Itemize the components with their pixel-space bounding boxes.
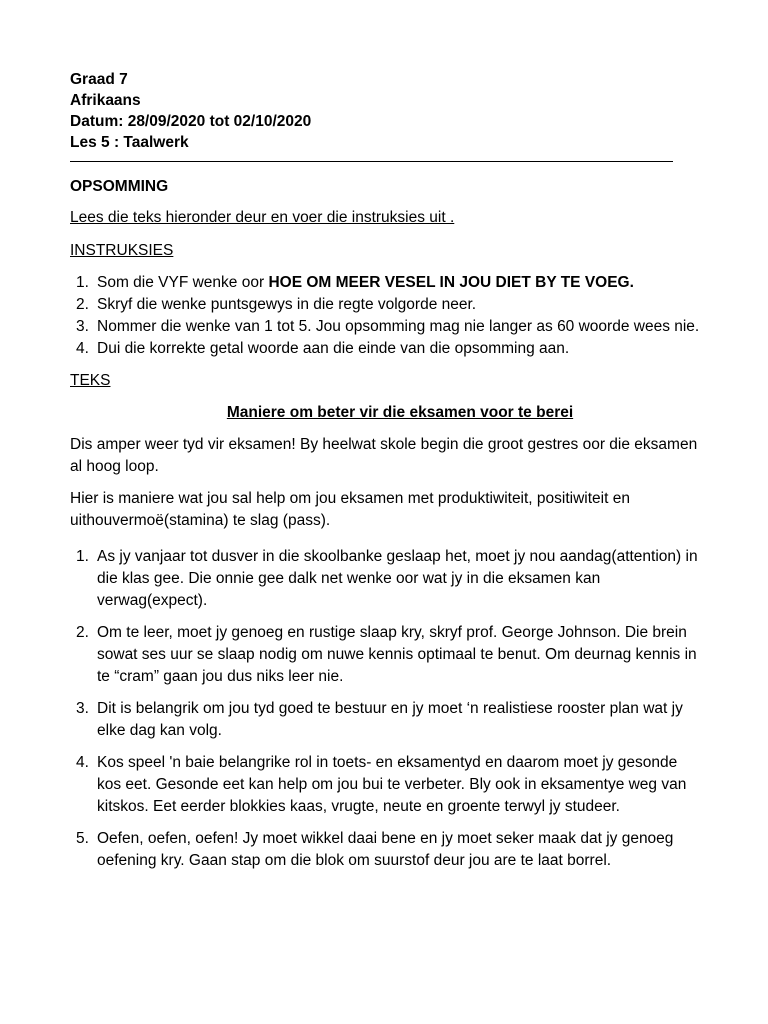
instruction-item bbox=[70, 316, 700, 338]
instruction-number: 3. bbox=[76, 318, 89, 335]
lesson-label: Les 5 : Taalwerk bbox=[70, 134, 189, 151]
tips-list bbox=[70, 546, 700, 872]
tip-text: Kos speel 'n baie belangrike rol in toets- en eksamentyd en daarom moet jy gesonde kos eet. Gesonde eet kan help om jou bui te verbeter. Bly ook in eksamentye weg van kitskos. Eet eerder blokkies kaas, vrugte, neute en groente terwyl jy studeer. bbox=[97, 754, 687, 815]
grade-label: Graad 7 bbox=[70, 71, 128, 88]
intro-paragraph: Dis amper weer tyd vir eksamen! By heelwat skole begin die groot gestres oor die eksamen al hoog loop. bbox=[70, 436, 698, 475]
intro-paragraph: Hier is maniere wat jou sal help om jou eksamen met produktiwiteit, positiwiteit en uithouvermoë(stamina) te slag (pass). bbox=[70, 490, 630, 529]
tip-item bbox=[70, 698, 700, 742]
horizontal-divider bbox=[70, 161, 673, 162]
tip-text: As jy vanjaar tot dusver in die skoolbanke geslaap het, moet jy nou aandag(attention) in die klas gee. Die onnie gee dalk net wenke oor wat jy in die eksamen kan verwag(expect). bbox=[97, 548, 698, 609]
tip-item bbox=[70, 828, 700, 872]
instruction-item bbox=[70, 294, 700, 316]
instruction-bold-text: HOE OM MEER VESEL IN JOU DIET BY TE VOEG. bbox=[268, 274, 634, 291]
instruction-number: 1. bbox=[76, 274, 89, 291]
tip-number: 5. bbox=[76, 830, 89, 847]
tip-item bbox=[70, 546, 700, 612]
tip-number: 3. bbox=[76, 700, 89, 717]
instruction-number: 2. bbox=[76, 296, 89, 313]
instruction-item bbox=[70, 272, 700, 294]
instruction-text: Nommer die wenke van 1 tot 5. Jou opsomming mag nie langer as 60 woorde wees nie. bbox=[97, 318, 700, 335]
tip-text: Om te leer, moet jy genoeg en rustige slaap kry, skryf prof. George Johnson. Die brein sowat ses uur se slaap nodig om nuwe kennis optimaal te benut. Om deurnag kennis in te “cram” gaan jou dus niks leer nie. bbox=[97, 624, 697, 685]
instruction-text: Dui die korrekte getal woorde aan die einde van die opsomming aan. bbox=[97, 340, 570, 357]
read-instruction: Lees die teks hieronder deur en voer die instruksies uit . bbox=[70, 209, 455, 226]
document-page bbox=[70, 69, 700, 882]
instructions-list bbox=[70, 272, 700, 360]
instruction-number: 4. bbox=[76, 340, 89, 357]
subject-label: Afrikaans bbox=[70, 92, 141, 109]
tip-item bbox=[70, 622, 700, 688]
instructions-heading: INSTRUKSIES bbox=[70, 242, 174, 259]
tip-number: 2. bbox=[76, 624, 89, 641]
date-label: Datum: 28/09/2020 tot 02/10/2020 bbox=[70, 113, 312, 130]
instruction-text: Skryf die wenke puntsgewys in die regte volgorde neer. bbox=[97, 296, 477, 313]
article-title: Maniere om beter vir die eksamen voor te berei bbox=[226, 404, 574, 421]
text-heading: TEKS bbox=[70, 372, 111, 389]
tip-item bbox=[70, 752, 700, 818]
instruction-text: Som die VYF wenke oor bbox=[97, 274, 269, 291]
instruction-item bbox=[70, 338, 700, 360]
tip-text: Dit is belangrik om jou tyd goed te bestuur en jy moet ‘n realistiese rooster plan wat jy elke dag kan volg. bbox=[97, 700, 683, 739]
tip-number: 1. bbox=[76, 548, 89, 565]
tip-text: Oefen, oefen, oefen! Jy moet wikkel daai bene en jy moet seker maak dat jy genoeg oefening kry. Gaan stap om die blok om suurstof deur jou are te laat borrel. bbox=[97, 830, 674, 869]
summary-heading: OPSOMMING bbox=[70, 178, 169, 195]
tip-number: 4. bbox=[76, 754, 89, 771]
